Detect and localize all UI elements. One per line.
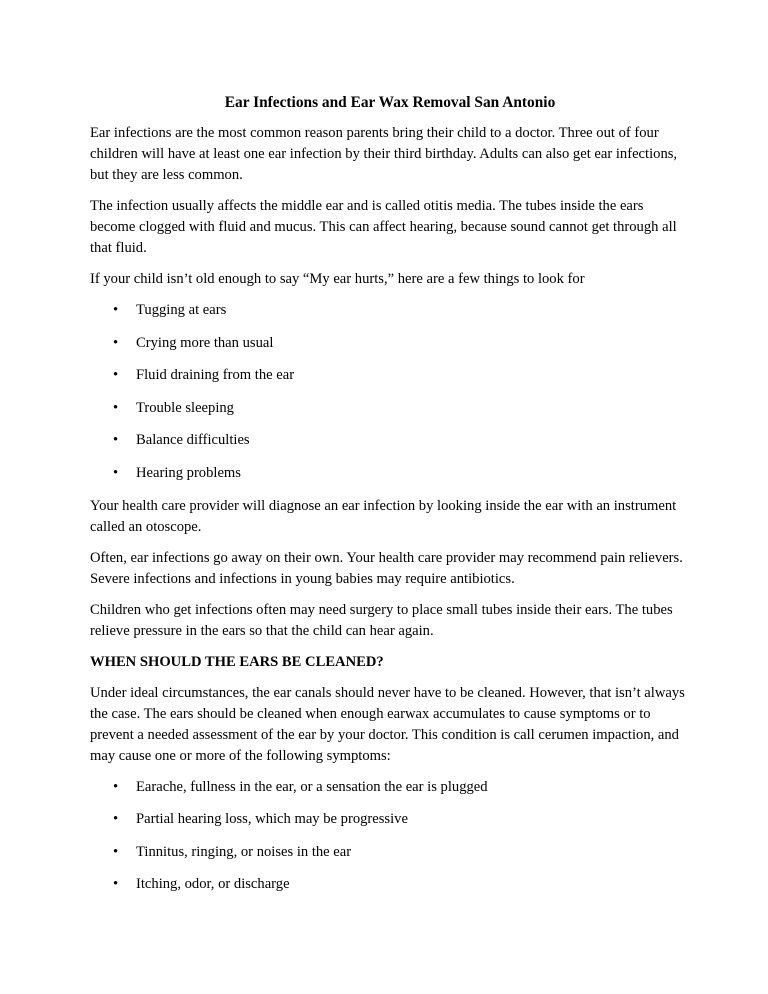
bullet-icon: • <box>113 399 119 416</box>
bullet-icon: • <box>113 876 119 892</box>
list-item <box>90 842 690 863</box>
signs-list <box>90 300 690 484</box>
document-page <box>90 93 690 907</box>
paragraph-intro: Ear infections are the most common reason parents bring their child to a doctor. Three out of four children will have at least one ear infection by their third birthday. Adults can also get ear infections, but they are less common. <box>90 125 678 183</box>
paragraph-signs-intro: If your child isn’t old enough to say “My ear hurts,” here are a few things to look for <box>90 271 585 287</box>
list-item-text: Tugging at ears <box>136 302 227 318</box>
list-item <box>90 874 690 895</box>
paragraph-diagnosis: Your health care provider will diagnose an ear infection by looking inside the ear with an instrument called an otoscope. <box>90 497 677 535</box>
list-item-text: Fluid draining from the ear <box>136 367 295 383</box>
bullet-icon: • <box>113 778 119 795</box>
list-item-text: Trouble sleeping <box>136 399 234 416</box>
list-item <box>90 463 690 484</box>
list-item-text: Balance difficulties <box>136 432 250 448</box>
list-item-text: Hearing problems <box>136 464 241 481</box>
paragraph-cleaning: Under ideal circumstances, the ear canals should never have to be cleaned. However, that isn’t always the case. The ears should be cleaned when enough earwax accumulates to cause symptoms or to prevent a needed assessment of the ear by your doctor. This condition is call cerumen impaction, and may cause one or more of the following symptoms: <box>90 684 685 764</box>
list-item-text: Tinnitus, ringing, or noises in the ear <box>136 843 352 860</box>
list-item-text: Partial hearing loss, which may be progressive <box>136 811 408 827</box>
bullet-icon: • <box>113 843 119 860</box>
list-item <box>90 809 690 830</box>
bullet-icon: • <box>113 302 119 318</box>
list-item <box>90 777 690 798</box>
section-heading: WHEN SHOULD THE EARS BE CLEANED? <box>90 653 384 670</box>
list-item <box>90 430 690 451</box>
list-item-text: Crying more than usual <box>136 334 274 351</box>
bullet-icon: • <box>113 334 119 351</box>
list-item <box>90 333 690 354</box>
list-item-text: Itching, odor, or discharge <box>136 876 290 892</box>
list-item <box>90 365 690 386</box>
list-item-text: Earache, fullness in the ear, or a sensation the ear is plugged <box>136 778 488 795</box>
paragraph-treatment: Often, ear infections go away on their own. Your health care provider may recommend pain relievers. Severe infections and infections in young babies may require antibiotics. <box>90 549 683 587</box>
bullet-icon: • <box>113 811 119 827</box>
list-item <box>90 300 690 321</box>
document-title: Ear Infections and Ear Wax Removal San Antonio <box>224 94 556 111</box>
list-item <box>90 398 690 419</box>
bullet-icon: • <box>113 367 119 383</box>
bullet-icon: • <box>113 464 119 481</box>
paragraph-otitis-media: The infection usually affects the middle ear and is called otitis media. The tubes inside the ears become clogged with fluid and mucus. This can affect hearing, because sound cannot get through all that fluid. <box>90 198 677 256</box>
symptoms-list <box>90 777 690 896</box>
paragraph-surgery: Children who get infections often may need surgery to place small tubes inside their ears. The tubes relieve pressure in the ears so that the child can hear again. <box>90 601 673 639</box>
bullet-icon: • <box>113 432 119 448</box>
